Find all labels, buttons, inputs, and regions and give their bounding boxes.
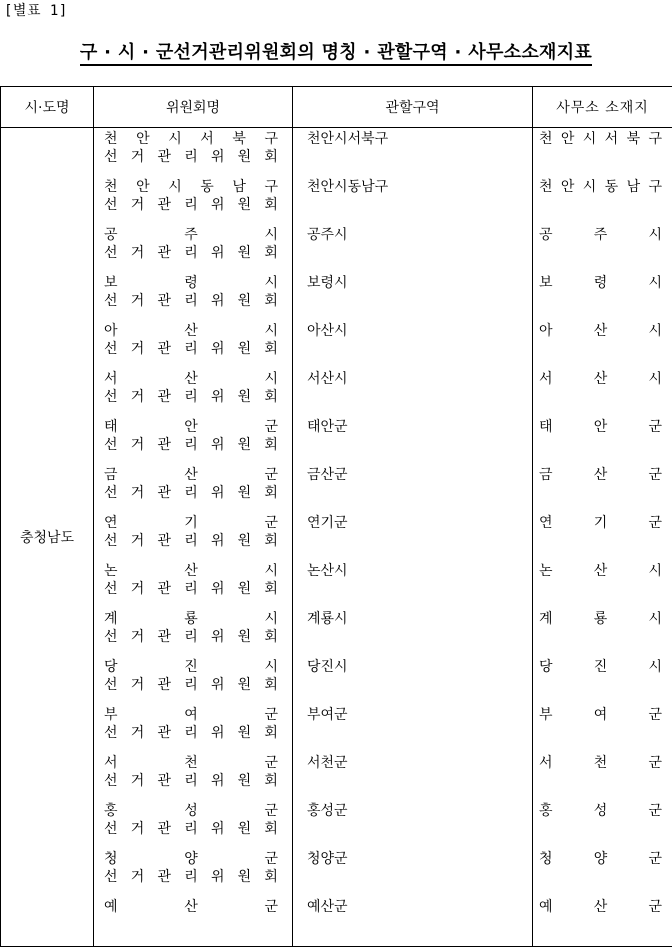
jurisdiction-area: 천안시동남구 xyxy=(293,178,532,226)
office-location: 서 산 시 xyxy=(533,370,672,418)
committee-name-suffix: 선 거 관 리 위 원 회 xyxy=(104,581,278,598)
committee-name-prefix: 보 령 시 xyxy=(104,275,278,292)
committee-name-suffix: 선 거 관 리 위 원 회 xyxy=(104,869,278,886)
committee-name xyxy=(94,370,292,418)
jurisdiction-area: 홍성군 xyxy=(293,802,532,850)
jurisdiction-area: 논산시 xyxy=(293,562,532,610)
committee-name-prefix: 논 산 시 xyxy=(104,563,278,580)
committee-name-suffix: 선 거 관 리 위 원 회 xyxy=(104,389,278,406)
committee-name xyxy=(94,514,292,562)
office-location: 예 산 군 xyxy=(533,898,672,946)
committee-name-suffix: 선 거 관 리 위 원 회 xyxy=(104,341,278,358)
header-row xyxy=(1,87,672,128)
committee-cell xyxy=(94,128,293,947)
office-location: 아 산 시 xyxy=(533,322,672,370)
committee-list xyxy=(94,128,292,946)
committee-name-prefix: 서 천 군 xyxy=(104,755,278,772)
office-location: 홍 성 군 xyxy=(533,802,672,850)
office-location: 천 안 시 서 북 구 xyxy=(533,130,672,178)
committee-name-suffix: 선 거 관 리 위 원 회 xyxy=(104,677,278,694)
office-location: 계 룡 시 xyxy=(533,610,672,658)
committee-name-prefix: 예 산 군 xyxy=(104,899,278,916)
jurisdiction-area: 금산군 xyxy=(293,466,532,514)
committee-name xyxy=(94,610,292,658)
committee-name-suffix: 선 거 관 리 위 원 회 xyxy=(104,485,278,502)
committee-name-prefix: 공 주 시 xyxy=(104,227,278,244)
jurisdiction-area: 천안시서북구 xyxy=(293,130,532,178)
jurisdiction-area: 당진시 xyxy=(293,658,532,706)
annex-label: [별표 1] xyxy=(4,0,68,20)
header-office: 사무소 소재지 xyxy=(533,87,672,128)
committee-name-prefix: 연 기 군 xyxy=(104,515,278,532)
office-location: 청 양 군 xyxy=(533,850,672,898)
province-cell: 충청남도 xyxy=(1,128,94,947)
committee-name-suffix: 선 거 관 리 위 원 회 xyxy=(104,197,278,214)
body-row xyxy=(1,128,672,947)
committee-name xyxy=(94,802,292,850)
office-location: 서 천 군 xyxy=(533,754,672,802)
committee-name xyxy=(94,706,292,754)
committee-name-suffix: 선 거 관 리 위 원 회 xyxy=(104,725,278,742)
office-location: 연 기 군 xyxy=(533,514,672,562)
committee-name xyxy=(94,274,292,322)
committee-name-suffix: 선 거 관 리 위 원 회 xyxy=(104,821,278,838)
office-location: 당 진 시 xyxy=(533,658,672,706)
office-location: 천 안 시 동 남 구 xyxy=(533,178,672,226)
header-committee: 위원회명 xyxy=(94,87,293,128)
header-area: 관할구역 xyxy=(293,87,533,128)
committee-name-prefix: 홍 성 군 xyxy=(104,803,278,820)
area-list xyxy=(293,128,532,946)
office-location: 공 주 시 xyxy=(533,226,672,274)
office-location: 논 산 시 xyxy=(533,562,672,610)
jurisdiction-area: 보령시 xyxy=(293,274,532,322)
office-location: 금 산 군 xyxy=(533,466,672,514)
committee-name xyxy=(94,130,292,178)
committee-name-prefix: 천 안 시 서 북 구 xyxy=(104,131,278,148)
committee-name xyxy=(94,658,292,706)
committee-name-prefix: 태 안 군 xyxy=(104,419,278,436)
jurisdiction-area: 청양군 xyxy=(293,850,532,898)
committee-name xyxy=(94,226,292,274)
jurisdiction-area: 태안군 xyxy=(293,418,532,466)
committee-name-suffix: 선 거 관 리 위 원 회 xyxy=(104,149,278,166)
committee-name xyxy=(94,562,292,610)
committee-name-prefix: 아 산 시 xyxy=(104,323,278,340)
jurisdiction-area: 서천군 xyxy=(293,754,532,802)
committee-name xyxy=(94,898,292,946)
committee-table xyxy=(0,86,672,947)
committee-name xyxy=(94,322,292,370)
committee-name xyxy=(94,466,292,514)
committee-name xyxy=(94,850,292,898)
area-cell xyxy=(293,128,533,947)
office-location: 보 령 시 xyxy=(533,274,672,322)
jurisdiction-area: 아산시 xyxy=(293,322,532,370)
office-list xyxy=(533,128,672,946)
committee-name-prefix: 당 진 시 xyxy=(104,659,278,676)
committee-name-prefix: 천 안 시 동 남 구 xyxy=(104,179,278,196)
committee-name-suffix: 선 거 관 리 위 원 회 xyxy=(104,293,278,310)
committee-name-prefix: 부 여 군 xyxy=(104,707,278,724)
office-location: 태 안 군 xyxy=(533,418,672,466)
committee-name-prefix: 청 양 군 xyxy=(104,851,278,868)
jurisdiction-area: 서산시 xyxy=(293,370,532,418)
committee-name-suffix: 선 거 관 리 위 원 회 xyxy=(104,773,278,790)
jurisdiction-area: 부여군 xyxy=(293,706,532,754)
committee-name-suffix: 선 거 관 리 위 원 회 xyxy=(104,245,278,262)
document-title-text: 구 · 시 · 군선거관리위원회의 명칭 · 관할구역 · 사무소소재지표 xyxy=(80,42,592,66)
office-cell xyxy=(533,128,672,947)
office-location: 부 여 군 xyxy=(533,706,672,754)
jurisdiction-area: 계룡시 xyxy=(293,610,532,658)
jurisdiction-area: 예산군 xyxy=(293,898,532,946)
committee-name-prefix: 계 룡 시 xyxy=(104,611,278,628)
committee-name-suffix: 선 거 관 리 위 원 회 xyxy=(104,533,278,550)
committee-name xyxy=(94,754,292,802)
jurisdiction-area: 연기군 xyxy=(293,514,532,562)
committee-name xyxy=(94,418,292,466)
committee-name-prefix: 서 산 시 xyxy=(104,371,278,388)
committee-name xyxy=(94,178,292,226)
committee-name-suffix: 선 거 관 리 위 원 회 xyxy=(104,437,278,454)
committee-name-prefix: 금 산 군 xyxy=(104,467,278,484)
document-title xyxy=(0,38,672,64)
jurisdiction-area: 공주시 xyxy=(293,226,532,274)
header-province: 시·도명 xyxy=(1,87,94,128)
committee-name-suffix: 선 거 관 리 위 원 회 xyxy=(104,629,278,646)
